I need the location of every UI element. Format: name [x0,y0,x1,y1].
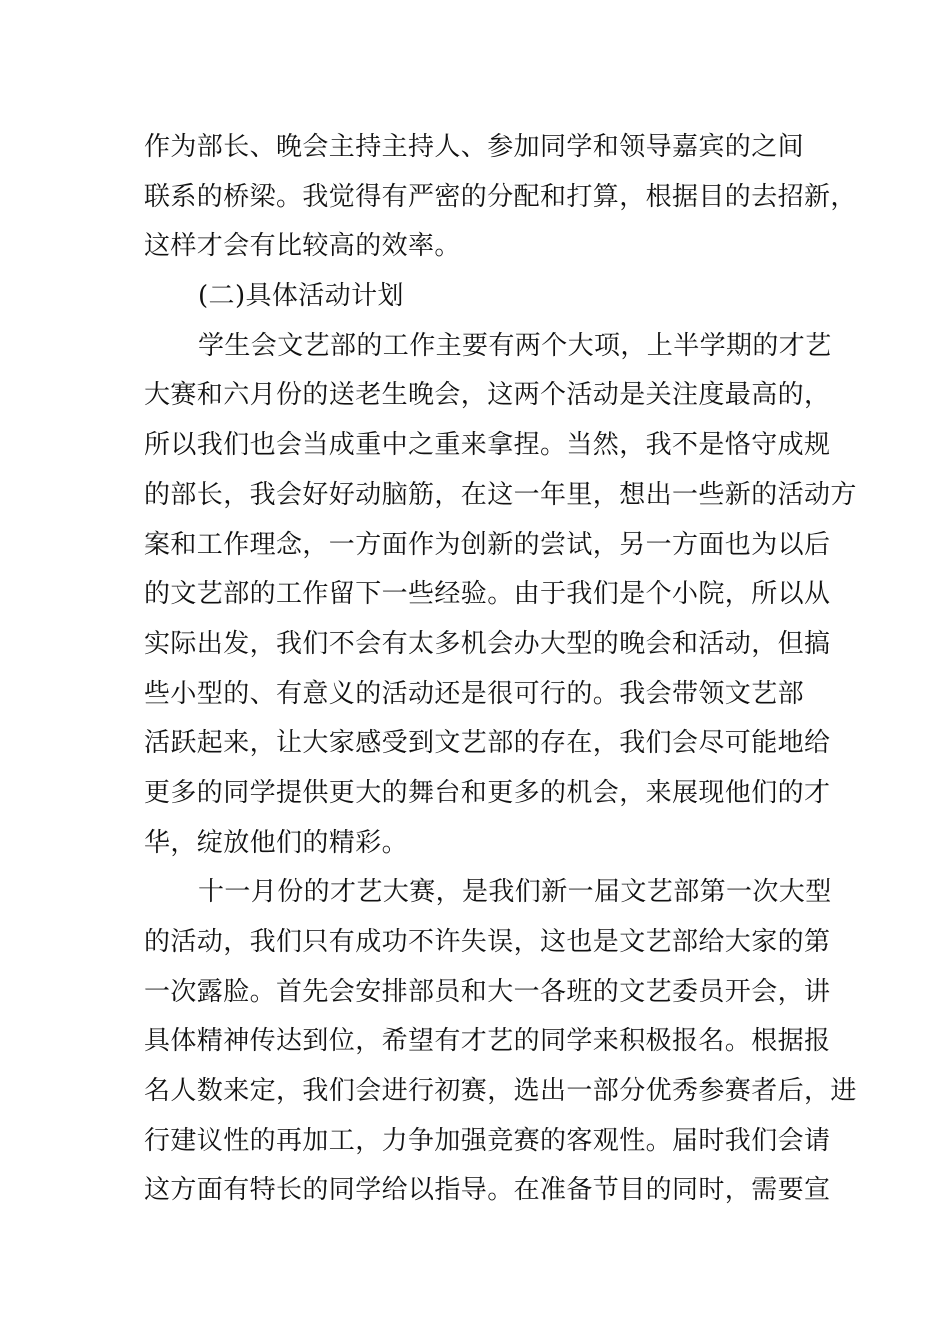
text-line: 学生会文艺部的工作主要有两个大项，上半学期的才艺 [198,330,832,361]
text-line: 华，绽放他们的精彩。 [144,827,409,858]
text-line: 更多的同学提供更大的舞台和更多的机会，来展现他们的才 [144,777,831,808]
text-line: 所以我们也会当成重中之重来拿捏。当然，我不是恪守成规 [144,430,831,461]
text-line: 一次露脸。首先会安排部员和大一各班的文艺委员开会，讲 [144,976,831,1007]
paragraph [144,868,857,1216]
text-line: 这样才会有比较高的效率。 [144,231,461,262]
text-line: 十一月份的才艺大赛，是我们新一届文艺部第一次大型 [198,877,832,908]
section-heading [144,272,814,322]
document-page [144,123,857,1216]
text-line: 具体精神传达到位，希望有才艺的同学来积极报名。根据报 [144,1026,831,1057]
text-line: 这方面有特长的同学给以指导。在准备节目的同时，需要宣 [144,1175,831,1206]
text-line: 名人数来定，我们会进行初赛，选出一部分优秀参赛者后，进 [144,1076,857,1107]
text-line: 的部长，我会好好动脑筋，在这一年里，想出一些新的活动方 [144,479,857,510]
paragraph [144,322,857,869]
paragraph [144,123,857,272]
text-line: 作为部长、晚会主持主持人、参加同学和领导嘉宾的之间 [144,132,805,162]
text-line: 的活动，我们只有成功不许失误，这也是文艺部给大家的第 [144,927,831,957]
text-line: 大赛和六月份的送老生晚会，这两个活动是关注度最高的， [144,380,831,411]
section-heading-text: (二)具体活动计划 [198,281,404,312]
text-line: 实际出发，我们不会有太多机会办大型的晚会和活动，但搞 [144,628,831,659]
text-line: 案和工作理念，一方面作为创新的尝试，另一方面也为以后 [144,529,831,560]
text-line: 活跃起来，让大家感受到文艺部的存在，我们会尽可能地给 [144,728,831,759]
text-line: 的文艺部的工作留下一些经验。由于我们是个小院，所以从 [144,579,831,610]
text-line: 行建议性的再加工，力争加强竞赛的客观性。届时我们会请 [144,1125,831,1156]
text-line: 联系的桥梁。我觉得有严密的分配和打算，根据目的去招新， [144,181,857,212]
text-line: 些小型的、有意义的活动还是很可行的。我会带领文艺部 [144,678,805,709]
